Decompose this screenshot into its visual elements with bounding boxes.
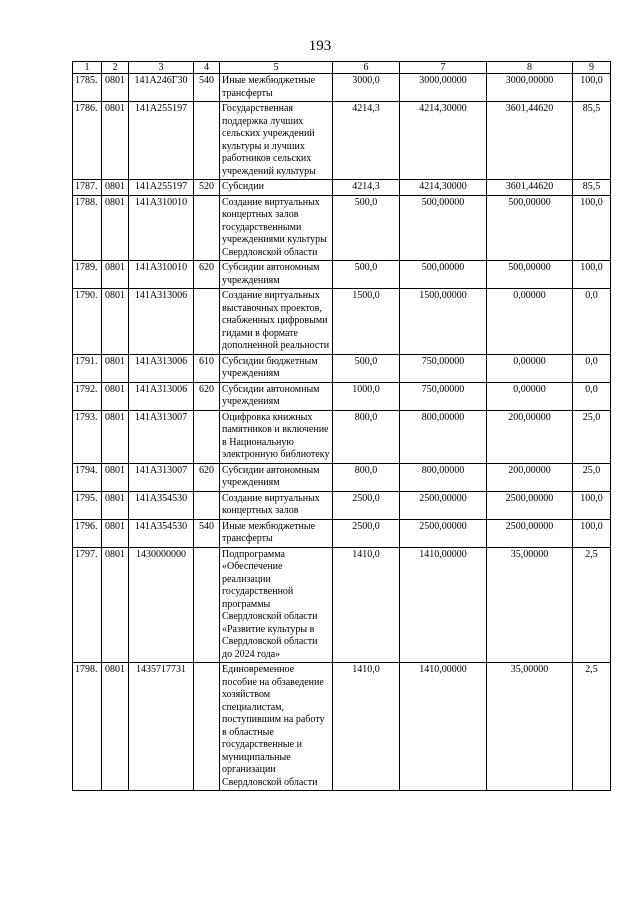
- section-code-cell: 0801: [102, 491, 129, 519]
- target-code-cell: 141A313006: [129, 354, 194, 382]
- target-code-cell: 141A310010: [129, 195, 194, 261]
- expense-type-cell: [194, 102, 220, 180]
- budget-amount-cell: 3000,00000: [400, 74, 487, 102]
- row-number-cell: 1789.: [73, 261, 102, 289]
- executed-amount-cell: 3000,00000: [487, 74, 573, 102]
- item-name-cell: Субсидии бюджетным учреждениям: [220, 354, 333, 382]
- execution-percent-cell: 100,0: [573, 74, 611, 102]
- row-number-cell: 1793.: [73, 410, 102, 463]
- section-code-cell: 0801: [102, 519, 129, 547]
- item-name-cell: Иные межбюджетные трансферты: [220, 519, 333, 547]
- row-number-cell: 1791.: [73, 354, 102, 382]
- planned-amount-cell: 1000,0: [333, 382, 400, 410]
- planned-amount-cell: 800,0: [333, 410, 400, 463]
- target-code-cell: 141A313007: [129, 463, 194, 491]
- table-body: [73, 74, 611, 791]
- section-code-cell: 0801: [102, 382, 129, 410]
- executed-amount-cell: 200,00000: [487, 463, 573, 491]
- execution-percent-cell: 25,0: [573, 463, 611, 491]
- budget-amount-cell: 2500,00000: [400, 519, 487, 547]
- target-code-cell: 141A246Г30: [129, 74, 194, 102]
- section-code-cell: 0801: [102, 463, 129, 491]
- executed-amount-cell: 2500,00000: [487, 519, 573, 547]
- execution-percent-cell: 2,5: [573, 547, 611, 663]
- target-code-cell: 141A313006: [129, 382, 194, 410]
- planned-amount-cell: 4214,3: [333, 180, 400, 196]
- budget-amount-cell: 1410,00000: [400, 663, 487, 791]
- executed-amount-cell: 2500,00000: [487, 491, 573, 519]
- execution-percent-cell: 85,5: [573, 102, 611, 180]
- executed-amount-cell: 3601,44620: [487, 180, 573, 196]
- table-row: [73, 195, 611, 261]
- page-number: 193: [308, 38, 332, 54]
- row-number-cell: 1786.: [73, 102, 102, 180]
- planned-amount-cell: 2500,0: [333, 491, 400, 519]
- item-name-cell: Создание виртуальных концертных залов: [220, 491, 333, 519]
- item-name-cell: Оцифровка книжных памятников и включение в Национальную электронную библиотеку: [220, 410, 333, 463]
- table-row: [73, 289, 611, 355]
- row-number-cell: 1792.: [73, 382, 102, 410]
- header-row: [73, 62, 611, 74]
- item-name-cell: Субсидии: [220, 180, 333, 196]
- execution-percent-cell: 100,0: [573, 519, 611, 547]
- table-row: [73, 180, 611, 196]
- item-name-cell: Создание виртуальных концертных залов государственными учреждениями культуры Свердловской области: [220, 195, 333, 261]
- expense-type-cell: [194, 289, 220, 355]
- column-header: 5: [220, 62, 333, 74]
- column-header: 6: [333, 62, 400, 74]
- expense-type-cell: 540: [194, 519, 220, 547]
- target-code-cell: 141A255197: [129, 180, 194, 196]
- column-header: 3: [129, 62, 194, 74]
- item-name-cell: Субсидии автономным учреждениям: [220, 463, 333, 491]
- table-row: [73, 547, 611, 663]
- row-number-cell: 1797.: [73, 547, 102, 663]
- row-number-cell: 1790.: [73, 289, 102, 355]
- expense-type-cell: 540: [194, 74, 220, 102]
- row-number-cell: 1796.: [73, 519, 102, 547]
- executed-amount-cell: 500,00000: [487, 195, 573, 261]
- table-row: [73, 354, 611, 382]
- column-header: 8: [487, 62, 573, 74]
- execution-percent-cell: 100,0: [573, 491, 611, 519]
- execution-percent-cell: 0,0: [573, 289, 611, 355]
- section-code-cell: 0801: [102, 547, 129, 663]
- expense-type-cell: [194, 663, 220, 791]
- target-code-cell: 1435717731: [129, 663, 194, 791]
- budget-amount-cell: 800,00000: [400, 463, 487, 491]
- budget-table: [72, 61, 611, 791]
- section-code-cell: 0801: [102, 354, 129, 382]
- table-row: [73, 663, 611, 791]
- row-number-cell: 1795.: [73, 491, 102, 519]
- execution-percent-cell: 85,5: [573, 180, 611, 196]
- row-number-cell: 1788.: [73, 195, 102, 261]
- table-row: [73, 261, 611, 289]
- budget-amount-cell: 800,00000: [400, 410, 487, 463]
- item-name-cell: Создание виртуальных выставочных проектов, снабженных цифровыми гидами в формате дополненной реальности: [220, 289, 333, 355]
- column-header: 4: [194, 62, 220, 74]
- planned-amount-cell: 800,0: [333, 463, 400, 491]
- executed-amount-cell: 35,00000: [487, 547, 573, 663]
- item-name-cell: Субсидии автономным учреждениям: [220, 382, 333, 410]
- target-code-cell: 141A313007: [129, 410, 194, 463]
- budget-amount-cell: 750,00000: [400, 354, 487, 382]
- target-code-cell: 1430000000: [129, 547, 194, 663]
- section-code-cell: 0801: [102, 180, 129, 196]
- column-header: 1: [73, 62, 102, 74]
- expense-type-cell: [194, 410, 220, 463]
- planned-amount-cell: 1410,0: [333, 547, 400, 663]
- expense-type-cell: [194, 491, 220, 519]
- budget-amount-cell: 750,00000: [400, 382, 487, 410]
- target-code-cell: 141A354530: [129, 519, 194, 547]
- target-code-cell: 141A310010: [129, 261, 194, 289]
- row-number-cell: 1798.: [73, 663, 102, 791]
- executed-amount-cell: 200,00000: [487, 410, 573, 463]
- planned-amount-cell: 500,0: [333, 354, 400, 382]
- target-code-cell: 141A255197: [129, 102, 194, 180]
- column-header: 7: [400, 62, 487, 74]
- budget-amount-cell: 4214,30000: [400, 102, 487, 180]
- execution-percent-cell: 2,5: [573, 663, 611, 791]
- table-row: [73, 410, 611, 463]
- expense-type-cell: 610: [194, 354, 220, 382]
- section-code-cell: 0801: [102, 102, 129, 180]
- budget-amount-cell: 4214,30000: [400, 180, 487, 196]
- execution-percent-cell: 100,0: [573, 261, 611, 289]
- section-code-cell: 0801: [102, 195, 129, 261]
- section-code-cell: 0801: [102, 289, 129, 355]
- planned-amount-cell: 3000,0: [333, 74, 400, 102]
- row-number-cell: 1785.: [73, 74, 102, 102]
- budget-amount-cell: 500,00000: [400, 195, 487, 261]
- section-code-cell: 0801: [102, 74, 129, 102]
- table-row: [73, 491, 611, 519]
- executed-amount-cell: 0,00000: [487, 354, 573, 382]
- executed-amount-cell: 0,00000: [487, 289, 573, 355]
- planned-amount-cell: 1410,0: [333, 663, 400, 791]
- expense-type-cell: 620: [194, 261, 220, 289]
- execution-percent-cell: 100,0: [573, 195, 611, 261]
- section-code-cell: 0801: [102, 663, 129, 791]
- item-name-cell: Государственная поддержка лучших сельских учреждений культуры и лучших работников сельских учреждений культуры: [220, 102, 333, 180]
- budget-amount-cell: 1410,00000: [400, 547, 487, 663]
- execution-percent-cell: 25,0: [573, 410, 611, 463]
- item-name-cell: Субсидии автономным учреждениям: [220, 261, 333, 289]
- execution-percent-cell: 0,0: [573, 354, 611, 382]
- budget-amount-cell: 1500,00000: [400, 289, 487, 355]
- expense-type-cell: [194, 195, 220, 261]
- item-name-cell: Подпрограмма «Обеспечение реализации государственной программы Свердловской области «Развитие культуры в Свердловской области до 2024 года»: [220, 547, 333, 663]
- item-name-cell: Единовременное пособие на обзаведение хозяйством специалистам, поступившим на работу в областные государственные и муниципальные организации Свердловской области: [220, 663, 333, 791]
- planned-amount-cell: 4214,3: [333, 102, 400, 180]
- expense-type-cell: 520: [194, 180, 220, 196]
- executed-amount-cell: 500,00000: [487, 261, 573, 289]
- expense-type-cell: 620: [194, 382, 220, 410]
- executed-amount-cell: 0,00000: [487, 382, 573, 410]
- executed-amount-cell: 3601,44620: [487, 102, 573, 180]
- row-number-cell: 1794.: [73, 463, 102, 491]
- budget-amount-cell: 500,00000: [400, 261, 487, 289]
- column-header: 2: [102, 62, 129, 74]
- planned-amount-cell: 1500,0: [333, 289, 400, 355]
- execution-percent-cell: 0,0: [573, 382, 611, 410]
- table-row: [73, 74, 611, 102]
- table-row: [73, 382, 611, 410]
- executed-amount-cell: 35,00000: [487, 663, 573, 791]
- budget-amount-cell: 2500,00000: [400, 491, 487, 519]
- table-row: [73, 463, 611, 491]
- table-row: [73, 519, 611, 547]
- planned-amount-cell: 2500,0: [333, 519, 400, 547]
- expense-type-cell: 620: [194, 463, 220, 491]
- planned-amount-cell: 500,0: [333, 261, 400, 289]
- expense-type-cell: [194, 547, 220, 663]
- table-row: [73, 102, 611, 180]
- section-code-cell: 0801: [102, 410, 129, 463]
- item-name-cell: Иные межбюджетные трансферты: [220, 74, 333, 102]
- section-code-cell: 0801: [102, 261, 129, 289]
- target-code-cell: 141A354530: [129, 491, 194, 519]
- target-code-cell: 141A313006: [129, 289, 194, 355]
- row-number-cell: 1787.: [73, 180, 102, 196]
- planned-amount-cell: 500,0: [333, 195, 400, 261]
- column-header: 9: [573, 62, 611, 74]
